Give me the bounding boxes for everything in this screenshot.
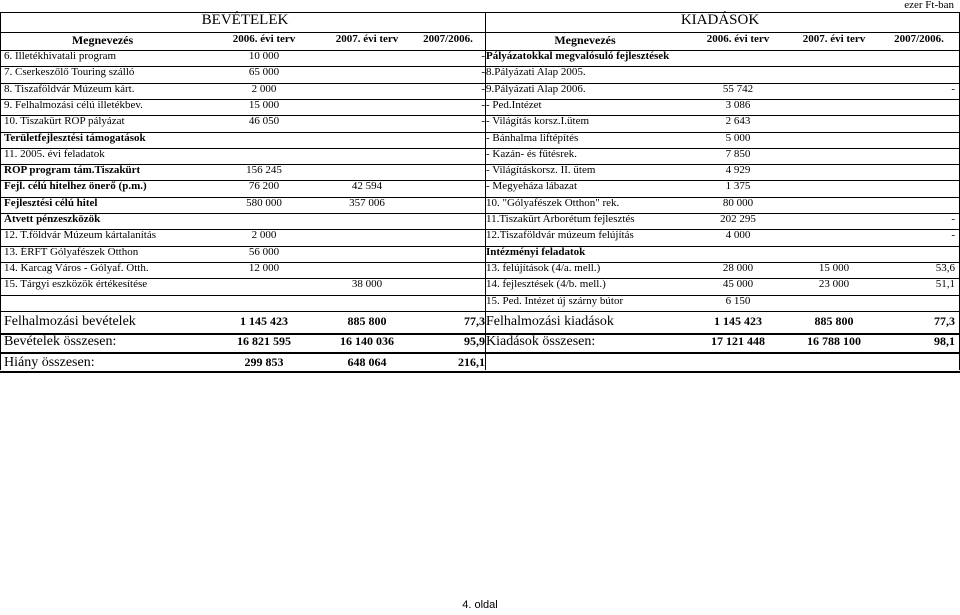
expense-plan2006-cell: 80 000 [722, 196, 754, 209]
grid-line [0, 352, 485, 354]
expense-name-cell: - Megyeháza lábazat [486, 180, 577, 193]
revenue-total-name-cell: Hiány összesen: [4, 355, 95, 370]
table-row [0, 295, 960, 311]
table-row [0, 246, 960, 262]
revenue-plan2007-cell: 42 594 [351, 180, 383, 193]
expense-name-cell: 8.Pályázati Alap 2005. [486, 66, 586, 79]
table-row [0, 197, 960, 213]
grid-line [0, 262, 960, 263]
grid-line [0, 83, 960, 84]
revenue-name-cell: 11. 2005. évi feladatok [4, 147, 105, 160]
revenue-name-cell: 7. Cserkeszőlő Touring szálló [4, 66, 135, 79]
revenue-name-cell: Átvett pénzeszközök [4, 213, 101, 225]
grid-line [0, 132, 960, 133]
expense-ratio-cell: 53,6 [935, 261, 955, 274]
table-row [0, 180, 960, 196]
grid-line [485, 352, 960, 354]
expense-name-cell: 11.Tiszakürt Arborétum fejlesztés [486, 213, 635, 225]
revenue-plan2006-cell: 12 000 [248, 261, 280, 274]
revenue-plan2007-cell: 38 000 [351, 278, 383, 291]
expenses-title: KIADÁSOK [680, 12, 760, 28]
expense-total-name-cell: Felhalmozási kiadások [486, 314, 614, 329]
revenue-plan2006-cell: 76 200 [248, 180, 280, 193]
revenue-total-name-cell: Bevételek összesen: [4, 334, 117, 349]
grid-line [0, 32, 960, 33]
revenue-name-cell: Fejlesztési célú hitel [4, 196, 98, 209]
revenue-name-cell: ROP program tám.Tiszakürt [4, 164, 141, 177]
col-header-plan2007-right: 2007. évi terv [802, 33, 866, 45]
table-row [0, 278, 960, 294]
revenue-total-plan2006-cell: 299 853 [244, 355, 284, 369]
expense-name-cell: 15. Ped. Intézet új szárny bútor [486, 294, 624, 307]
table-row [0, 99, 960, 115]
grid-line [0, 246, 960, 247]
expense-total-plan2006-cell: 17 121 448 [711, 334, 765, 348]
grid-line [0, 229, 960, 230]
revenue-plan2006-cell: 580 000 [246, 196, 282, 209]
revenue-ratio-cell: - [481, 115, 485, 128]
grid-line [0, 99, 960, 100]
table-row [0, 229, 960, 245]
table-row [0, 50, 960, 66]
grid-line [0, 115, 960, 116]
expense-plan2006-cell: 55 742 [722, 82, 754, 95]
table-row [0, 164, 960, 180]
revenue-total-plan2006-cell: 16 821 595 [237, 334, 291, 348]
revenue-total-plan2007-cell: 16 140 036 [340, 334, 394, 348]
revenue-plan2006-cell: 2 000 [251, 229, 277, 242]
expense-name-cell: - Bánhalma liftépítés [486, 131, 579, 144]
expense-plan2006-cell: 28 000 [722, 261, 754, 274]
section-title-row [0, 12, 960, 30]
revenue-total-ratio-cell: 216,1 [458, 355, 485, 369]
grid-line [485, 333, 960, 335]
expense-name-cell: - Világításkorsz. II. ütem [486, 164, 596, 177]
revenue-total-plan2006-cell: 1 145 423 [240, 314, 288, 328]
revenue-name-cell: 8. Tiszaföldvár Múzeum kárt. [4, 82, 135, 95]
revenue-total-plan2007-cell: 648 064 [347, 355, 387, 369]
table-row [0, 262, 960, 278]
totals-row [0, 334, 960, 354]
grid-line [485, 12, 486, 370]
revenue-plan2006-cell: 2 000 [251, 82, 277, 95]
revenue-ratio-cell: - [481, 98, 485, 111]
revenue-total-plan2007-cell: 885 800 [347, 314, 387, 328]
expense-plan2006-cell: 202 295 [720, 213, 756, 225]
table-row [0, 148, 960, 164]
expense-ratio-cell: - [951, 229, 955, 242]
grid-line [0, 148, 960, 149]
expense-plan2006-cell: 3 086 [725, 98, 751, 111]
table-row [0, 83, 960, 99]
revenue-name-cell: 13. ÉRFT Gólyafészek Otthon [4, 245, 139, 258]
grid-line [0, 197, 960, 198]
expense-total-ratio-cell: 77,3 [934, 314, 955, 328]
grid-line [485, 371, 960, 373]
revenue-plan2006-cell: 156 245 [246, 164, 282, 177]
revenue-total-name-cell: Felhalmozási bevételek [4, 314, 136, 329]
revenues-title: BEVÉTELEK [201, 12, 289, 28]
grid-line [0, 213, 960, 214]
expense-total-plan2006-cell: 1 145 423 [714, 314, 762, 328]
revenue-total-ratio-cell: 95,9 [464, 334, 485, 348]
expense-plan2006-cell: 1 375 [725, 180, 751, 193]
expense-plan2006-cell: 2 643 [725, 115, 751, 128]
expense-plan2006-cell: 4 929 [725, 164, 751, 177]
expense-ratio-cell: - [951, 82, 955, 95]
expense-total-plan2007-cell: 885 800 [814, 314, 854, 328]
grid-line [0, 371, 485, 373]
col-header-plan2007-left: 2007. évi terv [335, 33, 399, 45]
expense-plan2007-cell: 23 000 [818, 278, 850, 291]
grid-line [0, 50, 960, 51]
revenue-ratio-cell: - [481, 66, 485, 79]
expense-plan2006-cell: 7 850 [725, 147, 751, 160]
grid-line [0, 180, 960, 181]
revenue-total-ratio-cell: 77,3 [464, 314, 485, 328]
table-row [0, 66, 960, 82]
expense-name-cell: 14. fejlesztések (4/b. mell.) [486, 278, 606, 291]
expense-name-cell: Intézményi feladatok [486, 245, 586, 258]
col-header-name-left: Megnevezés [71, 33, 134, 47]
column-header-row [0, 33, 960, 50]
revenue-name-cell: 12. T.földvár Múzeum kártalanítás [4, 229, 157, 242]
page-number: 4. oldal [462, 599, 498, 611]
revenue-name-cell: 14. Karcag Város - Gólyaf. Otth. [4, 261, 149, 274]
revenue-name-cell: 15. Tárgyi eszközök értékesítése [4, 278, 148, 291]
col-header-plan2006-left: 2006. évi terv [232, 33, 296, 45]
grid-line [0, 295, 960, 296]
expense-plan2006-cell: 4 000 [725, 229, 751, 242]
revenue-name-cell: 6. Illetékhivatali program [4, 50, 117, 62]
expense-name-cell: Pályázatokkal megvalósuló fejlesztések [486, 50, 670, 62]
table-row [0, 132, 960, 148]
table-row [0, 115, 960, 131]
expense-name-cell: - Világítás korsz.I.ütem [486, 115, 590, 128]
expense-plan2007-cell: 15 000 [818, 261, 850, 274]
revenue-plan2007-cell: 357 006 [349, 196, 385, 209]
col-header-name-right: Megnevezés [554, 33, 616, 47]
expense-name-cell: - Kazán- és fűtésrek. [486, 147, 578, 160]
revenue-plan2006-cell: 56 000 [248, 245, 280, 258]
table-row [0, 213, 960, 229]
revenue-name-cell: 10. Tiszakürt ROP pályázat [4, 115, 125, 128]
totals-row [0, 314, 960, 334]
grid-line [0, 311, 960, 312]
revenue-ratio-cell: - [481, 50, 485, 62]
col-header-plan2006-right: 2006. évi terv [706, 33, 770, 45]
expense-total-ratio-cell: 98,1 [934, 334, 955, 348]
expense-plan2006-cell: 45 000 [722, 278, 754, 291]
revenue-plan2006-cell: 15 000 [248, 98, 280, 111]
revenue-name-cell: Fejl. célú hitelhez önerő (p.m.) [4, 180, 147, 193]
grid-line [0, 164, 960, 165]
expense-name-cell: 10. "Gólyafészek Otthon" rek. [486, 196, 620, 209]
expense-total-plan2007-cell: 16 788 100 [807, 334, 861, 348]
unit-label: ezer Ft-ban [904, 0, 954, 11]
expense-total-name-cell: Kiadások összesen: [486, 334, 596, 349]
revenue-name-cell: Területfejlesztési támogatások [4, 131, 146, 144]
expense-name-cell: 13. felújítások (4/a. mell.) [486, 261, 601, 274]
expense-plan2006-cell: 6 150 [725, 294, 751, 307]
expense-name-cell: - Ped.Intézet [486, 98, 542, 111]
grid-line [0, 12, 960, 13]
col-header-ratio-left: 2007/2006. [423, 33, 473, 45]
expense-ratio-cell: 51,1 [935, 278, 955, 291]
revenue-name-cell: 9. Felhalmozási célú illetékbev. [4, 98, 143, 111]
grid-line [0, 278, 960, 279]
expense-name-cell: 12.Tiszaföldvár múzeum felújítás [486, 229, 634, 242]
revenue-ratio-cell: - [481, 82, 485, 95]
expense-plan2006-cell: 5 000 [725, 131, 751, 144]
col-header-ratio-right: 2007/2006. [894, 33, 944, 45]
revenue-plan2006-cell: 10 000 [248, 50, 280, 62]
revenue-plan2006-cell: 65 000 [248, 66, 280, 79]
revenue-plan2006-cell: 46 050 [248, 115, 280, 128]
grid-line [0, 333, 485, 335]
expense-ratio-cell: - [951, 213, 955, 225]
grid-line [0, 66, 960, 67]
grid-line [0, 12, 1, 370]
expense-name-cell: 9.Pályázati Alap 2006. [486, 82, 586, 95]
